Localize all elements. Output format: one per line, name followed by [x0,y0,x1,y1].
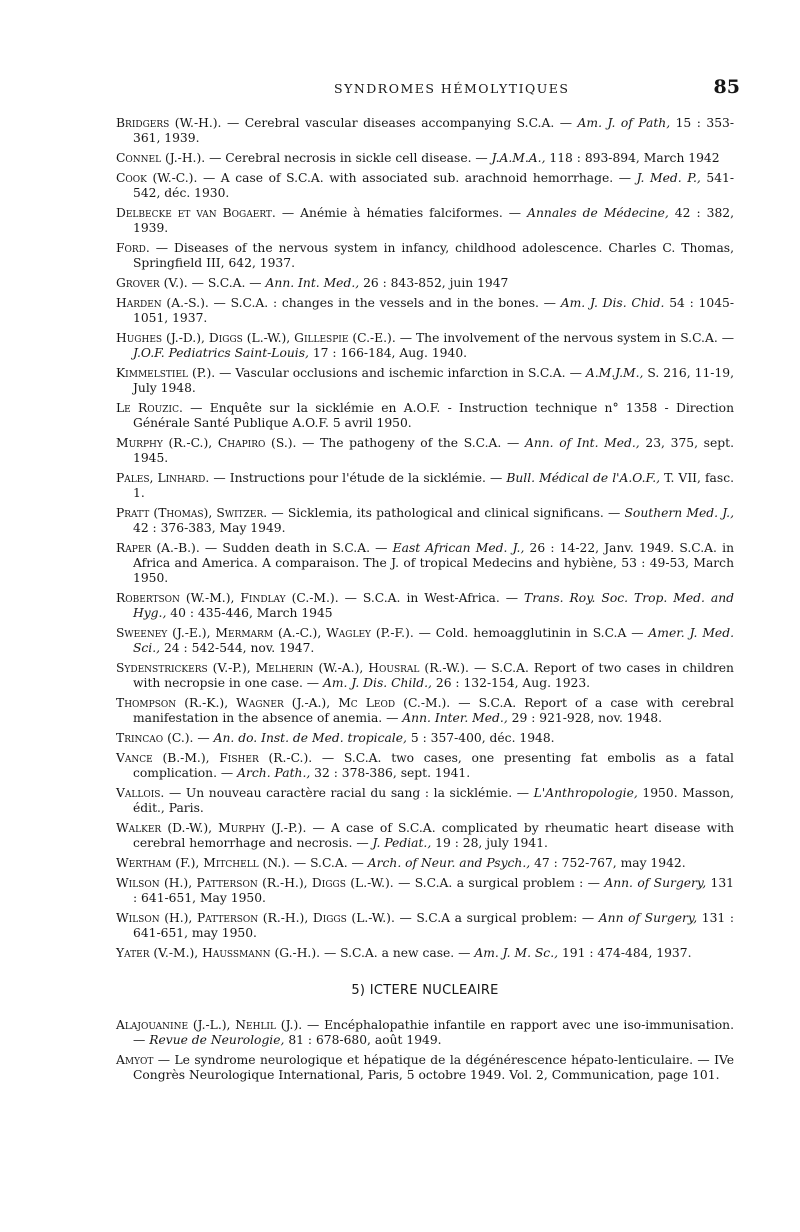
reference-entry [116,116,734,146]
reference-entry [116,661,734,691]
reference-title: — Vascular occlusions and ischemic infarction in S.C.A. — [215,366,586,380]
reference-author: Sweeney (J.-E.), Mermarm (A.-C.), Wagley (P.-F.). [116,626,414,640]
reference-author: Walker (D.-W.), Murphy (J.-P.). [116,821,307,835]
reference-entry [116,151,734,166]
reference-details: 40 : 435-446, March 1945 [166,606,333,620]
reference-title: — The pathogeny of the S.C.A. — [296,436,525,450]
reference-title: — S.C.A a surgical problem: — [394,911,599,925]
reference-details: 47 : 752-767, may 1942. [530,856,686,870]
reference-journal: Revue de Neurologie, [149,1033,285,1047]
reference-entry [116,241,734,271]
reference-details: 1950. Masson, édit., Paris. [133,786,735,815]
reference-journal: Ann. Int. Med., [265,276,360,290]
reference-entry [116,331,734,361]
reference-title: — Le syndrome neurologique et hépatique de la dégénérescence hépato-lenticulaire. — IVe Congrès Neurologique International, Paris, 5 octobre 1949. Vol. 2, Communication, page 101. [133,1053,734,1082]
reference-title: — Cerebral necrosis in sickle cell disease. — [205,151,492,165]
reference-author: Vance (B.-M.), Fisher (R.-C.). [116,751,313,765]
reference-author: Yater (V.-M.), Haussmann (G.-H.). [116,946,321,960]
reference-entry [116,751,734,781]
reference-journal: Am. J. of Path, [577,116,671,130]
reference-author: Murphy (R.-C.), Chapiro (S.). [116,436,297,450]
reference-author: Harden (A.-S.). [116,296,209,310]
reference-details: 81 : 678-680, août 1949. [284,1033,442,1047]
reference-details: 131 : 641-651, may 1950. [133,911,734,940]
reference-entry [116,696,734,726]
reference-title: — Diseases of the nervous system in infancy, childhood adolescence. Charles C. Thomas, Springfield III, 642, 1937. [133,241,734,270]
reference-title: — S.C.A. : changes in the vessels and in the bones. — [208,296,561,310]
reference-details: 26 : 132-154, Aug. 1923. [431,676,591,690]
reference-entry [116,401,734,431]
reference-title: — Cold. hemoagglutinin in S.C.A — [413,626,649,640]
section-heading: 5) ICTERE NUCLEAIRE [351,983,499,998]
reference-journal: Arch. Path., [237,766,311,780]
reference-entry [116,276,734,291]
reference-entry [116,471,734,501]
reference-title: — The involvement of the nervous system in S.C.A. — [395,331,734,345]
reference-entry [116,1053,734,1083]
reference-entry [116,206,734,236]
reference-title: — Un nouveau caractère racial du sang : la sicklémie. — [164,786,534,800]
reference-journal: Ann. of Surgery, [604,876,707,890]
reference-author: Wertham (F.), Mitchell (N.). [116,856,290,870]
reference-title: — Instructions pour l'étude de la sicklémie. — [209,471,507,485]
reference-author: Vallois. [116,786,165,800]
reference-journal: Ann of Surgery, [598,911,698,925]
reference-author: Le Rouzic. [116,401,183,415]
reference-journal: Amer. J. Med. Sci., [133,626,734,655]
reference-title: — Sudden death in S.C.A. — [199,541,393,555]
reference-journal: Southern Med. J., [624,506,734,520]
reference-author: Pratt (Thomas), Switzer. [116,506,268,520]
reference-author: Ford. [116,241,150,255]
reference-journal: An. do. Inst. de Med. tropicale, [213,731,407,745]
reference-title: — S.C.A. — [187,276,266,290]
reference-author: Raper (A.-B.). [116,541,200,555]
reference-entry [116,626,734,656]
reference-details: 26 : 14-22, Janv. 1949. S.C.A. in Africa and America. A comparaison. The J. of tropical Medecins and hybiène, 53 : 49-53, March 1950. [133,541,734,585]
reference-journal: J.O.F. Pediatrics Saint-Louis, [133,346,309,360]
reference-author: Trincao (C.). [116,731,194,745]
reference-title: — [193,731,214,745]
reference-entry [116,911,734,941]
page-number: 85 [713,76,740,98]
reference-author: Kimmelstiel (P.). [116,366,216,380]
reference-author: Alajouanine (J.-L.), Nehlil (J.). [116,1018,303,1032]
reference-details: 23, 375, sept. 1945. [133,436,734,465]
reference-details: S. 216, 11-19, July 1948. [133,366,735,395]
reference-journal: Am. J. M. Sc., [474,946,559,960]
reference-details: T. VII, fasc. 1. [133,471,734,500]
running-head [150,76,740,98]
reference-journal: J.A.M.A., [491,151,546,165]
reference-details: 15 : 353-361, 1939. [133,116,734,145]
reference-journal: Ann. of Int. Med., [524,436,640,450]
reference-entry [116,876,734,906]
reference-entry [116,946,734,961]
reference-journal: East African Med. J., [392,541,525,555]
reference-entry [116,856,734,871]
reference-entry [116,171,734,201]
reference-journal: Ann. Inter. Med., [402,711,508,725]
reference-entry [116,1018,734,1048]
reference-entry [116,296,734,326]
reference-details: 26 : 843-852, juin 1947 [359,276,509,290]
reference-title: — S.C.A. a new case. — [320,946,475,960]
reference-title: — S.C.A. a surgical problem : — [393,876,605,890]
reference-title: — S.C.A. Report of two cases in children with necropsie in one case. — [133,661,734,690]
reference-entry [116,436,734,466]
reference-author: Robertson (W.-M.), Findlay (C.-M.). [116,591,339,605]
reference-title: — S.C.A. in West-Africa. — [338,591,525,605]
reference-author: Connel (J.-H.). [116,151,206,165]
reference-title: — Sicklemia, its pathological and clinical significans. — [267,506,625,520]
reference-details: 54 : 1045-1051, 1937. [133,296,734,325]
reference-details: 131 : 641-651, May 1950. [133,876,734,905]
reference-entry [116,366,734,396]
reference-title: — Encéphalopathie infantile en rapport avec une iso-immunisation. — [133,1018,734,1047]
reference-author: Amyot [116,1053,154,1067]
reference-author: Sydenstrickers (V.-P.), Melherin (W.-A.), Housral (R.-W.). [116,661,469,675]
reference-journal: Bull. Médical de l'A.O.F., [506,471,661,485]
reference-details: 29 : 921-928, nov. 1948. [507,711,662,725]
reference-author: Wilson (H.), Patterson (R.-H.), Diggs (L.-W.). [116,911,395,925]
reference-title: — S.C.A. — [289,856,368,870]
reference-title: — Anémie à hématies falciformes. — [275,206,528,220]
reference-details: 17 : 166-184, Aug. 1940. [308,346,468,360]
reference-author: Delbecke et van Bogaert. [116,206,276,220]
reference-journal: Trans. Roy. Soc. Trop. Med. and Hyg., [133,591,735,620]
reference-entry [116,731,734,746]
reference-group [116,1018,734,1083]
reference-entry [116,506,734,536]
reference-journal: J. Med. P., [636,171,701,185]
reference-group [116,116,734,961]
reference-title: — A case of S.C.A. complicated by rheumatic heart disease with cerebral hemorrhage and necrosis. — [133,821,735,850]
reference-journal: L'Anthropologie, [533,786,638,800]
reference-author: Hughes (J.-D.), Diggs (L.-W.), Gillespie (C.-E.). [116,331,396,345]
reference-details: 118 : 893-894, March 1942 [545,151,720,165]
reference-title: — Enquête sur la sicklémie en A.O.F. - Instruction technique n° 1358 - Direction Générale Santé Publique A.O.F. 5 avril 1950. [133,401,734,430]
reference-author: Thompson (R.-K.), Wagner (J.-A.), Mc Leod (C.-M.). [116,696,451,710]
reference-details: 541-542, déc. 1930. [133,171,735,200]
reference-journal: Arch. of Neur. and Psych., [367,856,531,870]
reference-author: Pales, Linhard. [116,471,210,485]
reference-journal: Am. J. Dis. Child., [323,676,432,690]
reference-details: 24 : 542-544, nov. 1947. [160,641,315,655]
reference-author: Cook (W.-C.). [116,171,198,185]
reference-title: — A case of S.C.A. with associated sub. arachnoid hemorrhage. — [197,171,637,185]
reference-title: — Cerebral vascular diseases accompanying S.C.A. — [221,116,578,130]
reference-author: Wilson (H.), Patterson (R.-H.), Diggs (L.-W.). [116,876,394,890]
reference-entry [116,821,734,851]
reference-list [116,116,734,1088]
reference-title: — S.C.A. Report of a case with cerebral manifestation in the absence of anemia. — [133,696,734,725]
reference-entry [116,591,734,621]
reference-details: 191 : 474-484, 1937. [558,946,692,960]
reference-details: 42 : 382, 1939. [133,206,735,235]
reference-journal: J. Pediat., [372,836,432,850]
reference-author: Bridgers (W.-H.). [116,116,222,130]
reference-title: — S.C.A. two cases, one presenting fat embolis as a fatal complication. — [133,751,734,780]
reference-entry [116,786,734,816]
reference-details: 42 : 376-383, May 1949. [133,521,286,535]
reference-details: 19 : 28, july 1941. [431,836,548,850]
reference-details: 5 : 357-400, déc. 1948. [406,731,555,745]
reference-journal: Annales de Médecine, [527,206,669,220]
reference-entry [116,541,734,586]
reference-author: Grover (V.). [116,276,188,290]
running-title: SYNDROMES HÉMOLYTIQUES [334,81,570,96]
reference-journal: Am. J. Dis. Chid. [560,296,665,310]
reference-journal: A.M.J.M., [585,366,644,380]
reference-details: 32 : 378-386, sept. 1941. [310,766,471,780]
